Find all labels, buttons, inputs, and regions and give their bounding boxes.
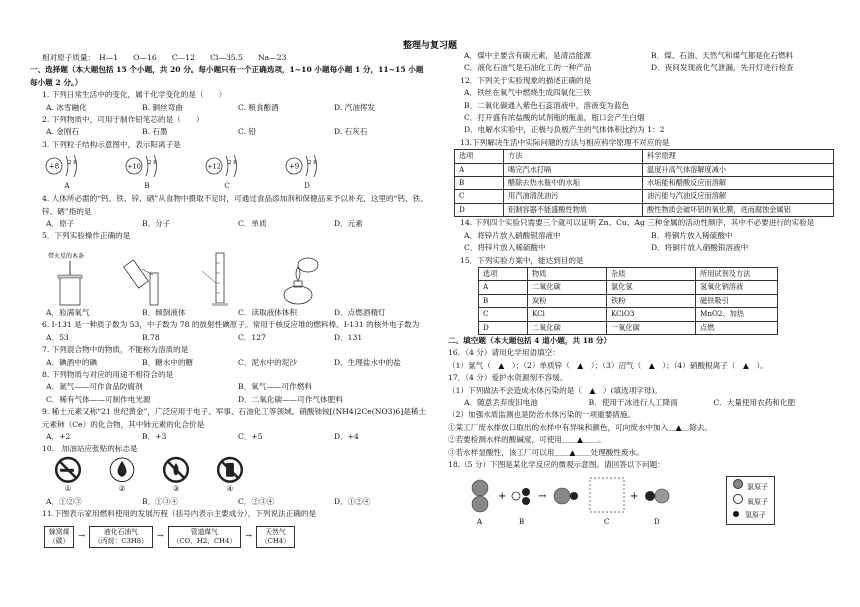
question-17-options xyxy=(448,397,838,409)
option: B．氧气——可作燃料 xyxy=(238,382,312,392)
arrow-right-icon: → xyxy=(156,531,164,541)
oxygen-test-figure-icon xyxy=(46,251,94,307)
sign-number: ④ xyxy=(226,484,234,494)
question-14: 14. 下列四个实验只需要三个就可以证明 Zn、Cu、Ag 三种金属的活动性顺序，其中不必要进行的实验是 xyxy=(460,218,815,228)
sign-number: ③ xyxy=(172,484,180,494)
question-1: 1. 下列日常生活中的变化，属于化学变化的是（ ） xyxy=(42,90,227,100)
shell-label: 2 8 xyxy=(68,160,77,167)
option: B．糖水中的糖 xyxy=(142,357,194,367)
shell-label: 2 8 xyxy=(148,160,157,167)
option: D．生理盐水中的盐 xyxy=(334,357,401,367)
question-11: 11.下图表示家用燃料使用的发展历程（括号内表示主要成分），下列说法正确的是 xyxy=(42,509,317,519)
option: B. 石墨 xyxy=(142,127,168,137)
arrow-right-icon: → xyxy=(245,531,252,541)
svg-text:+: + xyxy=(630,491,639,503)
arrow-right-icon: → xyxy=(78,531,86,541)
sign xyxy=(216,456,244,496)
question-17-part-2a: ①某工厂废水排放口取出的水样中有异味和颜色，可向废水中加入＿▲＿除去。 xyxy=(448,422,713,432)
option: C．单质 xyxy=(238,219,267,229)
nucleus-label: +12 xyxy=(207,162,221,171)
table-row: D 二氧化碳 一氧化碳 点燃 xyxy=(479,321,778,334)
option: B．①③④ xyxy=(142,496,178,506)
fuel-history-flow xyxy=(30,523,430,551)
section-1-heading: 一、选择题（本大题包括 15 个小题，共 20 分。每小题只有一个正确选项，1~10 小题每小题 1 分，11~15 小题每小题 2 分。） xyxy=(30,65,424,87)
question-8-options xyxy=(30,381,430,406)
question-4: 4. 人体所必需的“钙、铁、锌、硒”从食物中摄取不足时，可通过食品添加剂和保健品来予以补充，这里的“钙、铁、锌、硒”指的是 xyxy=(42,194,428,216)
sign xyxy=(162,456,190,496)
table-row: C 用汽油清洗油污 油污能与汽油反应而溶解 xyxy=(455,190,834,203)
fuel-box: 天然气 （CH4） xyxy=(256,526,295,548)
option: C．127 xyxy=(238,332,266,342)
section-2-heading: 二、填空题（本大题包括 4 道小题，共 18 分） xyxy=(448,335,612,345)
question-10: 10. 加油站应张贴的标志是 xyxy=(42,444,138,454)
warning-signs xyxy=(30,456,430,496)
diagram-label: D xyxy=(654,518,660,527)
option: B.78 xyxy=(142,332,160,342)
question-5: 5．下列实验操作正确的是 xyxy=(42,231,131,241)
question-7-options xyxy=(30,357,430,369)
option: C．液化石油气是石油化工的一种产品 xyxy=(464,63,592,73)
question-17-part-1: （1）下列做法不会造成水体污染的是（ ▲ ）(填选项字母)。 xyxy=(448,385,663,395)
option: C．读取液体体积 xyxy=(238,307,297,317)
option: A．铁丝在氧气中燃烧生成四氧化三铁 xyxy=(464,88,591,98)
question-14-options xyxy=(448,230,838,255)
chlorine-atom-icon xyxy=(733,479,743,489)
option: C．泥水中的泥沙 xyxy=(238,357,297,367)
table-row: D 铝制容器不能盛酸性物质 酸性物质会破坏铝的氧化膜，进而腐蚀金属铝 xyxy=(455,203,834,216)
no-smoking-sign-icon xyxy=(54,456,82,484)
option: A．+2 xyxy=(46,431,71,441)
alcohol-lamp-figure-icon xyxy=(274,251,322,307)
table-row: B 醋除去热水瓶中的水垢 水垢能和醋酸反应而溶解 xyxy=(455,177,834,190)
right-column xyxy=(448,34,838,529)
option: B．二氧化碳通入紫色石蕊溶液中，溶液变为蓝色 xyxy=(464,100,630,110)
nucleus-label: +9 xyxy=(288,162,300,171)
option: C. 粮食酿酒 xyxy=(238,102,279,112)
table-header-row: 选项 物质 杂质 所用试剂及方法 xyxy=(479,267,778,280)
ion-structure-icon xyxy=(122,152,172,180)
question-7: 7. 下列混合物中的物质，不能称为溶质的是 xyxy=(42,345,189,355)
option: C．将锌片放入稀硫酸中 xyxy=(464,243,546,253)
ion-label: B xyxy=(144,182,150,191)
question-10-options xyxy=(30,496,430,508)
option: B．将铜片放入稀硫酸中 xyxy=(651,230,733,240)
read-volume-figure-icon xyxy=(198,251,246,307)
question-16: 16．（4 分）请用化学用语填空： xyxy=(448,348,560,358)
question-13-table xyxy=(454,149,834,217)
nucleus-label: +8 xyxy=(48,162,60,171)
question-9-options xyxy=(30,431,430,443)
svg-text:→: → xyxy=(538,491,547,503)
question-4-options xyxy=(30,218,430,230)
option: C．+5 xyxy=(238,431,263,441)
option: C．稀有气体——可制作电光源 xyxy=(46,394,151,404)
water-drop-sign-icon xyxy=(108,456,136,484)
question-15: 15．下列实验方案中，能达到目的是 xyxy=(460,255,584,265)
question-9: 9. 稀土元素又称“21 世纪黄金”，广泛应用于电子、军事、石油化工等领域。硝酸铈铵[(NH4)2Ce(NO3)6]是稀土元素铈（Ce）的化合物，其中铈元素的化合价是 xyxy=(42,407,427,429)
fuel-box: 蜂窝煤 （碳） xyxy=(44,526,74,548)
option: A．53 xyxy=(46,332,69,342)
option: B．分子 xyxy=(142,219,171,229)
option: B．煤、石油、天然气和煤气都是化石燃料 xyxy=(651,51,794,60)
table-row: A 二氧化碳 氯化氢 氢氧化钠溶液 xyxy=(479,281,778,294)
option: A．验满氧气 xyxy=(46,307,90,317)
diagram-label: A xyxy=(477,518,483,527)
option: C．打开盛有浓盐酸的试剂瓶的瓶盖，瓶口会产生白烟 xyxy=(464,113,645,123)
question-17-part-2b: ②若要检测水样的酸碱度，可使用＿＿▲＿＿。 xyxy=(448,435,606,445)
lab-operation-figures xyxy=(30,243,430,307)
option: B. 铜丝弯曲 xyxy=(142,102,183,112)
option: A. 金刚石 xyxy=(46,127,80,137)
no-phone-sign-icon xyxy=(216,456,244,484)
no-fire-sign-icon xyxy=(162,456,190,484)
ion-diagram xyxy=(202,152,252,192)
question-18: 18.（5 分）下图是某化学反应的微观示意图。请回答以下问题： xyxy=(448,460,665,469)
ion-diagrams xyxy=(30,151,430,193)
diagram-label: B xyxy=(519,518,525,527)
option: A．煤中主要含有碳元素，是清洁能源 xyxy=(464,51,591,60)
question-6-options xyxy=(30,332,430,344)
option: D．夜间发现液化气泄漏，先开灯进行检查 xyxy=(651,63,794,73)
nucleus-label: +10 xyxy=(127,162,141,171)
option: D．+4 xyxy=(334,431,359,441)
question-15-table xyxy=(478,267,778,335)
ion-diagram xyxy=(282,152,332,192)
option: D．二氧化碳——可作气体肥料 xyxy=(238,394,343,404)
atomic-mass: 相对原子质量： H—1 O—16 C—12 Cl—35.5 Na—23 xyxy=(42,53,287,62)
option: A．碘酒中的碘 xyxy=(46,357,98,367)
shell-label: 2 8 xyxy=(308,160,317,167)
table-header-row: 选项 方法 科学原理 xyxy=(455,150,834,163)
table-row: B 炭粉 铁粉 磁铁吸引 xyxy=(479,294,778,307)
fuel-box: 液化石油气 （丙烷：C3H8） xyxy=(89,526,153,548)
option: D．①②④ xyxy=(334,496,371,506)
option: A．随意丢弃废旧电池 xyxy=(464,397,538,407)
page-title: 整理与复习题 xyxy=(402,41,457,51)
svg-text:+: + xyxy=(498,491,507,503)
ion-label: D xyxy=(304,182,310,191)
question-17-part-2c: ③若水样显酸性，该工厂可以用＿＿▲＿＿处理酸性废水。 xyxy=(448,447,644,457)
reaction-micro-diagram xyxy=(448,471,838,529)
question-1-options xyxy=(30,102,430,114)
atom-legend: 氯原子 氧原子 氢原子 xyxy=(726,476,775,525)
shell-label: 2 8 xyxy=(228,160,237,167)
option: B．倾倒液体 xyxy=(142,307,186,317)
question-2-options xyxy=(30,126,430,138)
ion-structure-icon xyxy=(42,152,92,180)
question-17-part-2: （2）加强水质监测也是防治水体污染的一项重要措施。 xyxy=(448,410,636,420)
ion-label: A xyxy=(64,182,70,191)
option: D．131 xyxy=(334,332,363,342)
option: A．氮气——可作食品防腐剂 xyxy=(46,382,143,392)
question-13: 13.下列解决生活中实际问题的方法与相应科学原理不对应的是 xyxy=(460,137,670,147)
option: A．①②③ xyxy=(46,496,82,506)
ion-diagram xyxy=(42,152,92,192)
option: B．+3 xyxy=(142,431,167,441)
question-3: 3. 下列粒子结构示意图中，表示阳离子是 xyxy=(42,139,181,149)
option: A. 冰雪融化 xyxy=(46,102,87,112)
option: D．点燃酒精灯 xyxy=(334,307,386,317)
option: C. 铅 xyxy=(238,127,256,137)
option: A．将锌片放入硝酸银溶液中 xyxy=(464,230,561,240)
sign xyxy=(108,456,136,496)
fuel-box: 管道煤气 （CO、H2、CH4） xyxy=(168,526,242,548)
ion-structure-icon xyxy=(202,152,252,180)
option: D．电解水实验中，正极与负极产生的气体体积比约为 1：2 xyxy=(464,125,665,135)
sign-number: ① xyxy=(64,484,72,494)
question-11-options xyxy=(448,50,838,75)
sign xyxy=(54,456,82,496)
oxygen-atom-icon xyxy=(733,494,743,504)
left-column xyxy=(30,34,430,551)
molecule-reaction-diagram-icon xyxy=(466,472,716,528)
ion-structure-icon xyxy=(282,152,332,180)
question-17: 17．（4 分）爱护水资源刻不容缓。 xyxy=(448,373,568,383)
question-12: 12．下列关于实验现象的描述正确的是 xyxy=(460,75,592,85)
ion-label: C xyxy=(224,182,230,191)
sign-number: ② xyxy=(118,484,126,494)
figure-label: 带火星的木条 xyxy=(48,252,85,260)
question-6: 6. I-131 是一种质子数为 53，中子数为 78 的放射性碘原子。常用于核反应堆的燃料棒。I-131 的核外电子数为 xyxy=(42,320,420,330)
option: A．原子 xyxy=(46,219,75,229)
option: B．使用干冰进行人工降雨 xyxy=(588,397,678,407)
table-row: A 喝完汽水打嗝 温度升高气体溶解度减小 xyxy=(455,163,834,176)
pour-liquid-figure-icon xyxy=(122,251,170,307)
question-8: 8. 下列物质与对应的用途不相符合的是 xyxy=(42,369,174,379)
table-row: C KCl KClO3 MnO2、加热 xyxy=(479,308,778,321)
ion-diagram xyxy=(122,152,172,192)
option: C．大量使用农药和化肥 xyxy=(713,397,796,407)
question-5-options xyxy=(30,307,430,319)
option: D．元素 xyxy=(334,219,363,229)
option: D．将铜片放入硝酸银溶液中 xyxy=(651,243,749,253)
question-2: 2. 下列物质中，可用于制作铅笔芯的是（ ） xyxy=(42,115,204,125)
option: D. 汽油挥发 xyxy=(334,102,376,112)
question-16-items: （1）氯气（ ▲ ）；（2）单质锌（ ▲ ）；（3）沼气（ ▲ ）；（4）硝酸根离子（ ▲ ）。 xyxy=(448,360,768,370)
option: C．②③④ xyxy=(238,496,275,506)
option: D. 石灰石 xyxy=(334,127,368,137)
diagram-label: C xyxy=(604,518,610,527)
hydrogen-atom-icon xyxy=(733,511,739,517)
